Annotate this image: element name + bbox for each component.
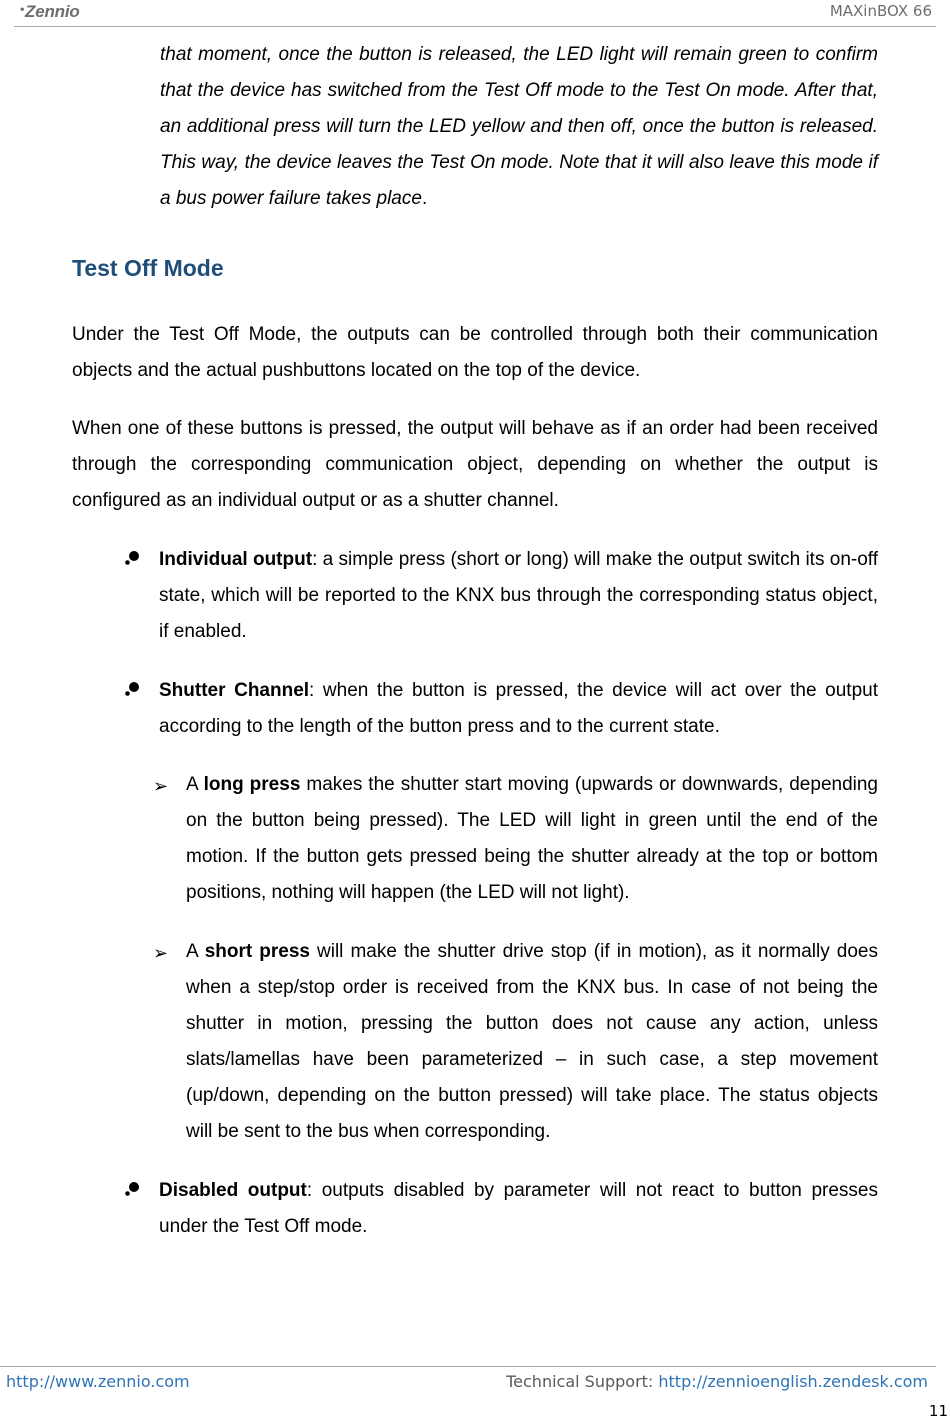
intro-text: that moment, once the button is released, the LED light will remain green to confirm that the device has switched from the Test Off mode to the Test On mode. After that, an additional press will turn the LED yellow and then off, once the button is released. This way, the device leaves the Test On mode. Note that it will also leave this mode if a bus power failure takes place (160, 44, 878, 209)
support-link[interactable]: http://zennioenglish.zendesk.com (658, 1372, 928, 1391)
arrow-bullet-icon: ➢ (153, 776, 169, 796)
bullet-term: Disabled output (159, 1180, 307, 1201)
paragraph-behaviour: When one of these buttons is pressed, the output will behave as if an order had been received through the corresponding communication object, depending on whether the output is configured as an individual output or as a shutter channel. (72, 418, 878, 511)
sub-bullet-short-press (186, 934, 878, 1150)
round-bullet-icon (124, 550, 140, 566)
round-bullet-icon (124, 681, 140, 697)
sub-bullet-term: long press (203, 774, 301, 795)
bullet-text: : a simple press (short or long) will make the output switch its on-off state, which will be reported to the KNX bus through the corresponding status object, if enabled. (159, 549, 878, 642)
zennio-logo: •Zennio (20, 2, 80, 21)
intro-paragraph (160, 37, 878, 217)
document-title: MAXinBOX 66 (829, 2, 932, 20)
sub-bullet-prefix: A (186, 941, 205, 962)
support-label: Technical Support: (506, 1372, 659, 1391)
bullet-shutter-channel (159, 673, 878, 745)
logo-text: Zennio (25, 2, 80, 21)
bullet-disabled-output (159, 1173, 878, 1245)
sub-bullet-text: makes the shutter start moving (upwards or downwards, depending on the button being pressed). The LED will light in green until the end of the motion. If the button gets pressed being the shutter already at the top or bottom positions, nothing will happen (the LED will not light). (186, 774, 879, 903)
sub-bullet-long-press (186, 767, 878, 911)
technical-support (506, 1372, 928, 1391)
bullet-term: Individual output (159, 549, 313, 570)
bullet-term: Shutter Channel (159, 680, 310, 701)
round-bullet-icon (124, 1181, 140, 1197)
section-heading: Test Off Mode (72, 255, 224, 281)
header-divider (14, 26, 936, 27)
sub-bullet-term: short press (204, 941, 310, 962)
website-link[interactable]: http://www.zennio.com (6, 1372, 190, 1391)
bullet-text: : when the button is pressed, the device will act over the output according to the length of the button press and to the current state. (159, 680, 878, 737)
sub-bullet-text: will make the shutter drive stop (if in motion), as it normally does when a step/stop order is received from the KNX bus. In case of not being the shutter in motion, pressing the button does not cause any action, unless slats/lamellas have been parameterized – in such case, a step movement (up/down, depending on the button pressed) will take place. The status objects will be sent to the bus when corresponding. (186, 941, 878, 1142)
page-number: 11 (928, 1402, 948, 1420)
footer-divider (0, 1366, 936, 1367)
intro-period: . (421, 188, 428, 209)
bullet-individual-output (159, 542, 878, 650)
sub-bullet-prefix: A (186, 774, 204, 795)
arrow-bullet-icon: ➢ (153, 943, 169, 963)
paragraph-intro: Under the Test Off Mode, the outputs can be controlled through both their communication objects and the actual pushbuttons located on the top of the device. (72, 324, 878, 381)
bullet-text: : outputs disabled by parameter will not react to button presses under the Test Off mode. (159, 1180, 878, 1237)
